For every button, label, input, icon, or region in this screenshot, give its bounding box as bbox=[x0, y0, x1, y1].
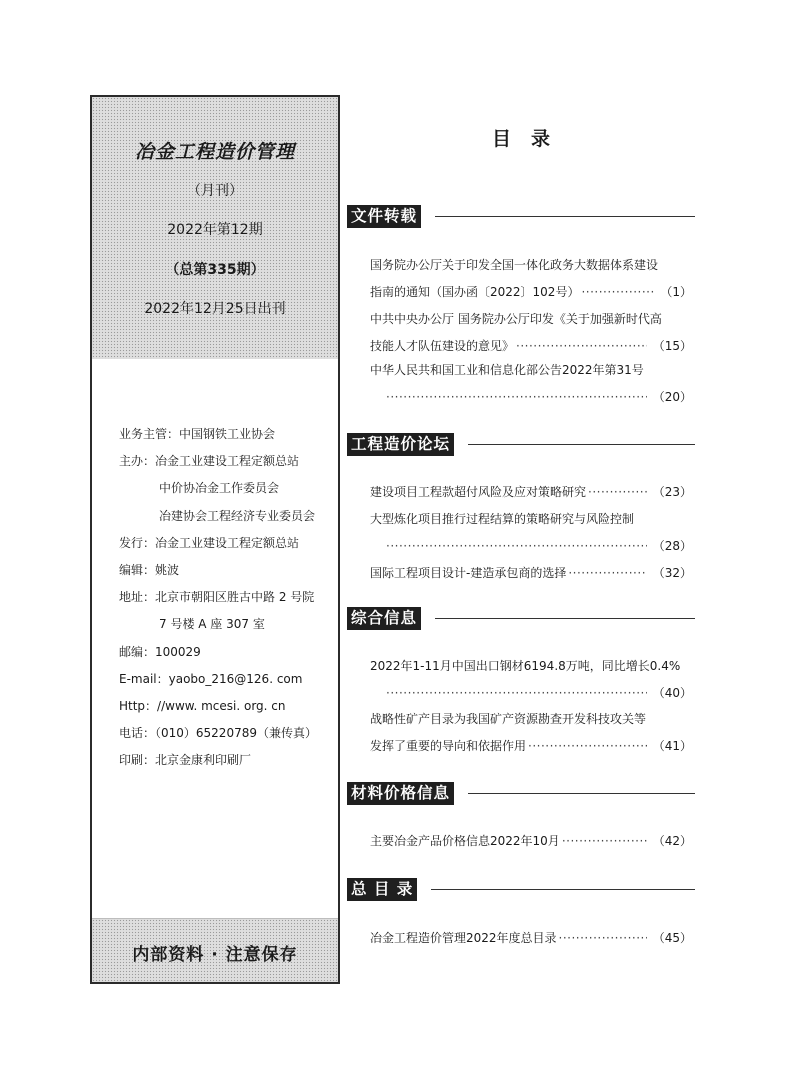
issue-number: 2022年第12期 bbox=[167, 222, 263, 238]
sponsor-line: 中价协冶金工作委员会 bbox=[159, 481, 280, 496]
publication-info bbox=[119, 421, 339, 775]
address-line: 7 号楼 A 座 307 室 bbox=[159, 617, 265, 632]
email-line: E-mail：yaobo_216@126. com bbox=[119, 671, 303, 686]
dot-leader bbox=[386, 680, 647, 707]
sponsor-line: 主办：冶金工业建设工程定额总站 bbox=[119, 454, 300, 469]
address-line: 地址：北京市朝阳区胜古中路 2 号院 bbox=[119, 590, 315, 605]
dot-leader bbox=[568, 560, 646, 587]
section-label: 工程造价论坛 bbox=[347, 433, 454, 456]
publisher-line: 发行：冶金工业建设工程定额总站 bbox=[119, 535, 300, 550]
postcode-line: 邮编：100029 bbox=[119, 644, 201, 659]
dot-leader bbox=[386, 384, 647, 411]
toc-section-header bbox=[347, 782, 695, 805]
phone-line: 电话：（010）65220789（兼传真） bbox=[119, 726, 317, 741]
section-label: 文件转载 bbox=[347, 205, 421, 228]
toc-section-header bbox=[347, 433, 695, 456]
dot-leader bbox=[516, 333, 647, 360]
sponsor-line: 冶建协会工程经济专业委员会 bbox=[159, 508, 316, 523]
entry-page: （42） bbox=[652, 834, 692, 848]
entry-page: （28） bbox=[652, 539, 692, 553]
section-label: 总 目 录 bbox=[347, 878, 417, 901]
section-rule bbox=[435, 216, 695, 217]
toc-entry[interactable] bbox=[370, 653, 692, 707]
section-rule bbox=[435, 618, 695, 619]
toc-entry[interactable] bbox=[370, 828, 692, 855]
entry-title: 战略性矿产目录为我国矿产资源勘查开发科技攻关等 bbox=[370, 712, 647, 726]
entry-page: （20） bbox=[652, 390, 692, 404]
total-issue-number: （总第335期） bbox=[165, 262, 265, 278]
toc-entry[interactable] bbox=[370, 252, 692, 306]
website-line: Http：//www. mcesi. org. cn bbox=[119, 699, 286, 714]
entry-page: （32） bbox=[652, 566, 692, 580]
section-rule bbox=[468, 444, 695, 445]
entry-page: （15） bbox=[652, 339, 692, 353]
entry-page: （40） bbox=[652, 686, 692, 700]
entry-title: 中共中央办公厅 国务院办公厅印发《关于加强新时代高 bbox=[370, 312, 662, 326]
entry-page: （1） bbox=[660, 285, 692, 299]
frequency-label: （月刊） bbox=[187, 183, 243, 199]
entry-page: （45） bbox=[652, 931, 692, 945]
section-label: 材料价格信息 bbox=[347, 782, 454, 805]
toc-section-header bbox=[347, 878, 695, 901]
notice-box bbox=[92, 918, 338, 982]
dot-leader bbox=[581, 279, 654, 306]
entry-title: 技能人才队伍建设的意见》 bbox=[370, 339, 515, 353]
toc-entry[interactable] bbox=[370, 706, 692, 760]
section-rule bbox=[431, 889, 695, 890]
dot-leader bbox=[562, 828, 647, 855]
dot-leader bbox=[528, 733, 647, 760]
dot-leader bbox=[559, 925, 647, 952]
publish-date: 2022年12月25日出刊 bbox=[144, 301, 286, 317]
toc-entry[interactable] bbox=[370, 560, 692, 587]
entry-title: 大型炼化项目推行过程结算的策略研究与风险控制 bbox=[370, 512, 635, 526]
magazine-title: 冶金工程造价管理 bbox=[134, 141, 295, 163]
toc-entry[interactable] bbox=[370, 925, 692, 952]
toc-title: 目录 bbox=[492, 128, 571, 150]
toc-entry[interactable] bbox=[370, 479, 692, 506]
entry-title: 中华人民共和国工业和信息化部公告2022年第31号 bbox=[370, 363, 644, 377]
section-label: 综合信息 bbox=[347, 607, 421, 630]
entry-page: （23） bbox=[652, 485, 692, 499]
entry-title: 国际工程项目设计-建造承包商的选择 bbox=[370, 566, 567, 580]
toc-entry[interactable] bbox=[370, 357, 692, 411]
entry-title: 冶金工程造价管理2022年度总目录 bbox=[370, 931, 557, 945]
notice-text: 内部资料 · 注意保存 bbox=[132, 945, 298, 965]
entry-title: 2022年1-11月中国出口钢材6194.8万吨，同比增长0.4% bbox=[370, 659, 681, 673]
entry-page: （41） bbox=[652, 739, 692, 753]
editor-line: 编辑：姚波 bbox=[119, 563, 180, 578]
toc-section-header bbox=[347, 607, 695, 630]
toc-entry[interactable] bbox=[370, 306, 692, 360]
dot-leader bbox=[588, 479, 647, 506]
entry-title: 建设项目工程款超付风险及应对策略研究 bbox=[370, 485, 587, 499]
section-rule bbox=[468, 793, 695, 794]
masthead-panel bbox=[90, 95, 340, 984]
entry-title: 主要冶金产品价格信息2022年10月 bbox=[370, 834, 560, 848]
printer-line: 印刷：北京金康利印刷厂 bbox=[119, 753, 252, 768]
entry-title: 发挥了重要的导向和依据作用 bbox=[370, 739, 527, 753]
masthead bbox=[92, 97, 338, 359]
supervisor-line: 业务主管：中国钢铁工业协会 bbox=[119, 427, 276, 441]
entry-title: 指南的通知（国办函〔2022〕102号） bbox=[370, 285, 580, 299]
toc-entry[interactable] bbox=[370, 506, 692, 560]
toc-section-header bbox=[347, 205, 695, 228]
entry-title: 国务院办公厅关于印发全国一体化政务大数据体系建设 bbox=[370, 258, 659, 272]
dot-leader bbox=[386, 533, 647, 560]
